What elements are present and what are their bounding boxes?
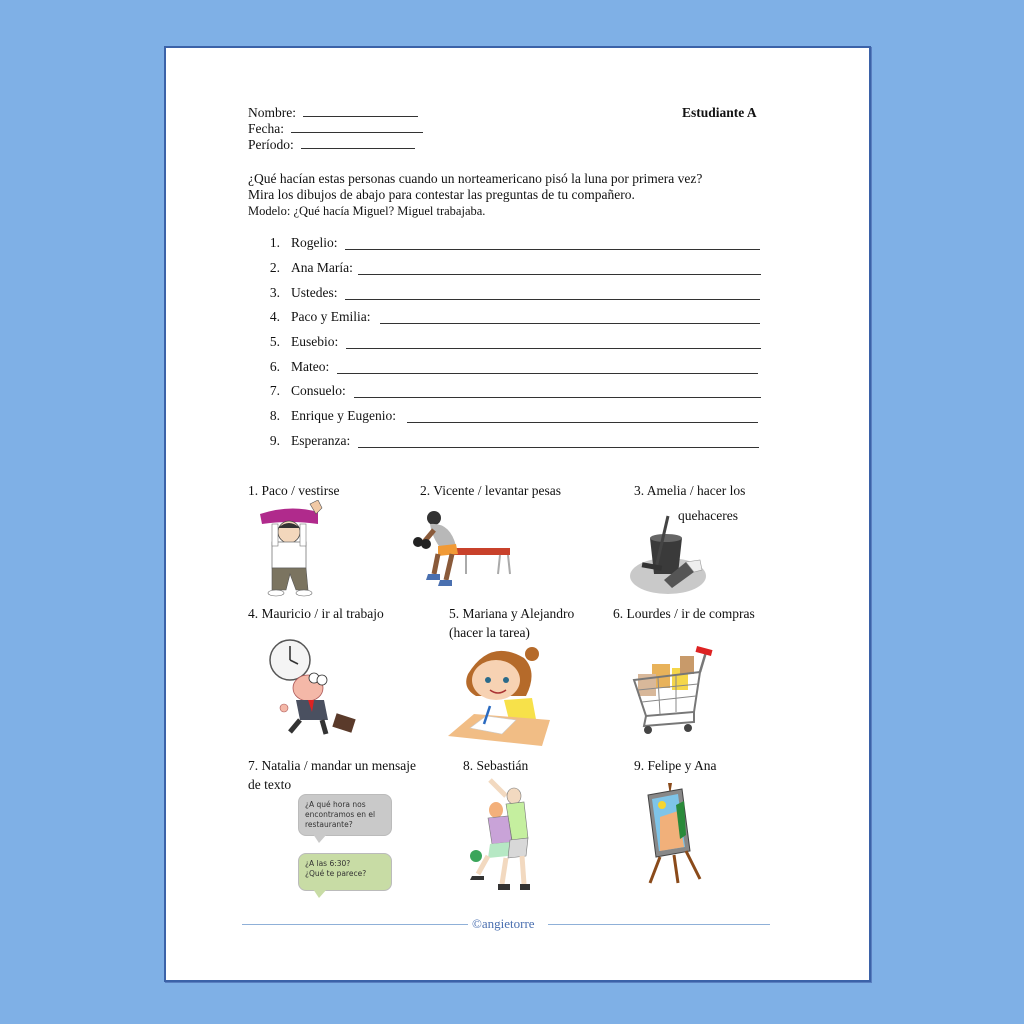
picture-caption-1: 1. Paco / vestirse — [248, 483, 340, 498]
question-name: Mateo: — [291, 359, 330, 374]
model-example: Modelo: ¿Qué hacía Miguel? Miguel trabajaba. — [248, 204, 486, 218]
date-blank[interactable] — [291, 132, 423, 133]
question-item — [166, 383, 866, 401]
weightlifting-icon — [412, 508, 516, 592]
question-item — [166, 235, 866, 253]
question-name: Paco y Emilia: — [291, 309, 371, 324]
answer-line[interactable] — [346, 348, 761, 349]
student-label: Estudiante A — [682, 105, 757, 120]
question-number: 1. — [269, 235, 280, 250]
message-2-line-1: ¿A las 6:30? — [305, 859, 351, 868]
answer-line[interactable] — [345, 299, 760, 300]
question-name: Ustedes: — [291, 285, 338, 300]
footer-divider-left — [242, 924, 468, 925]
shopping-cart-icon — [628, 646, 718, 738]
question-number: 9. — [269, 433, 280, 448]
question-number: 8. — [269, 408, 280, 423]
question-item — [166, 260, 866, 278]
bubble-tail — [313, 834, 327, 843]
question-item — [166, 334, 866, 352]
copyright-text: ©angietorre — [472, 916, 535, 931]
period-field[interactable] — [248, 137, 415, 153]
easel-painting-icon — [646, 781, 706, 885]
name-label: Nombre: — [248, 105, 296, 120]
picture-caption-4: 4. Mauricio / ir al trabajo — [248, 606, 384, 621]
date-label: Fecha: — [248, 121, 284, 136]
picture-caption-5b: (hacer la tarea) — [449, 625, 530, 640]
question-name: Ana María: — [291, 260, 353, 275]
question-number: 4. — [269, 309, 280, 324]
picture-caption-7: 7. Natalia / mandar un mensaje — [248, 758, 416, 773]
question-name: Consuelo: — [291, 383, 346, 398]
person-dressing-icon — [252, 500, 328, 598]
answer-line[interactable] — [337, 373, 758, 374]
message-1-line-1: ¿A qué hora nos — [305, 800, 366, 809]
answer-line[interactable] — [358, 274, 761, 275]
question-item — [166, 433, 866, 451]
period-label: Período: — [248, 137, 294, 152]
picture-caption-3b: quehaceres — [678, 508, 738, 523]
picture-caption-8: 8. Sebastián — [463, 758, 529, 773]
message-2-line-2: ¿Qué te parece? — [305, 869, 367, 878]
footer-divider-right — [548, 924, 770, 925]
picture-caption-7b: de texto — [248, 777, 292, 792]
question-number: 3. — [269, 285, 280, 300]
picture-caption-2: 2. Vicente / levantar pesas — [420, 483, 562, 498]
instruction-line-1: ¿Qué hacían estas personas cuando un norteamericano pisó la luna por primera vez? — [248, 171, 703, 186]
name-field[interactable] — [248, 105, 418, 121]
bucket-mop-icon — [628, 510, 712, 600]
businessman-clock-icon — [266, 638, 366, 738]
question-number: 7. — [269, 383, 280, 398]
answer-line[interactable] — [358, 447, 759, 448]
answer-line[interactable] — [380, 323, 760, 324]
date-field[interactable] — [248, 121, 423, 137]
bubble-tail — [313, 889, 327, 898]
girl-homework-icon — [446, 638, 556, 750]
instruction-line-2: Mira los dibujos de abajo para contestar las preguntas de tu compañero. — [248, 187, 635, 202]
question-name: Esperanza: — [291, 433, 351, 448]
answer-line[interactable] — [354, 397, 761, 398]
picture-caption-9: 9. Felipe y Ana — [634, 758, 717, 773]
message-bubble-1 — [298, 794, 392, 836]
answer-line[interactable] — [345, 249, 760, 250]
question-name: Rogelio: — [291, 235, 338, 250]
name-blank[interactable] — [303, 116, 418, 117]
basketball-players-icon — [462, 776, 542, 894]
message-1-line-3: restaurante? — [305, 820, 353, 829]
question-number: 2. — [269, 260, 280, 275]
question-number: 6. — [269, 359, 280, 374]
question-item — [166, 285, 866, 303]
message-1-line-2: encontramos en el — [305, 810, 376, 819]
question-name: Eusebio: — [291, 334, 339, 349]
picture-caption-5: 5. Mariana y Alejandro — [449, 606, 575, 621]
period-blank[interactable] — [301, 148, 415, 149]
question-number: 5. — [269, 334, 280, 349]
question-item — [166, 359, 866, 377]
worksheet-page — [164, 46, 871, 982]
question-item — [166, 309, 866, 327]
message-bubble-2 — [298, 853, 392, 891]
answer-line[interactable] — [407, 422, 758, 423]
picture-caption-6: 6. Lourdes / ir de compras — [613, 606, 755, 621]
picture-caption-3: 3. Amelia / hacer los — [634, 483, 746, 498]
question-name: Enrique y Eugenio: — [291, 408, 396, 423]
question-item — [166, 408, 866, 426]
